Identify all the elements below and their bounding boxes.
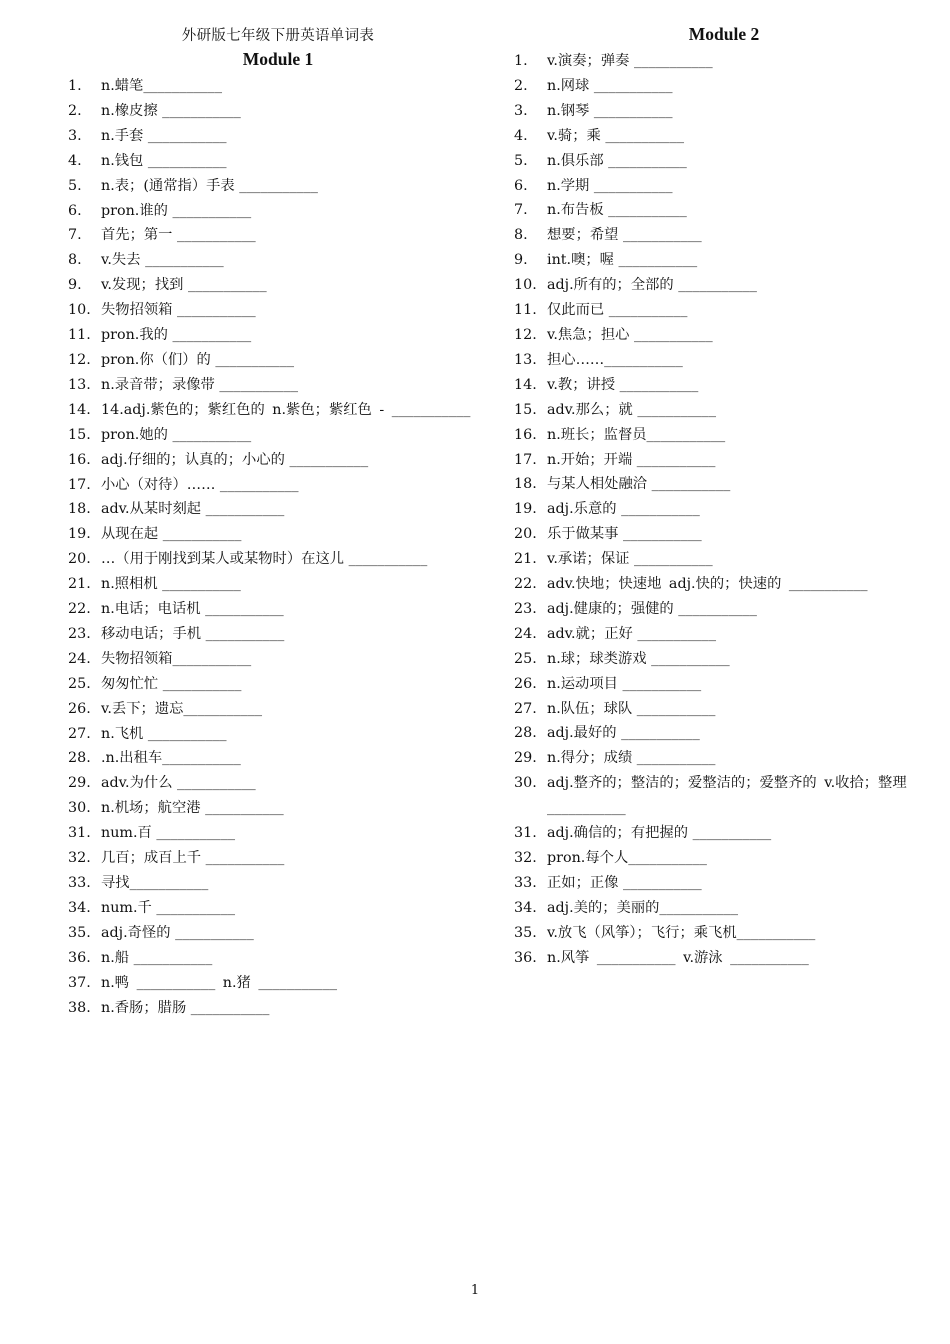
item-text: int.噢；喔 ___________ xyxy=(547,252,698,269)
module2-item xyxy=(514,522,928,547)
module1-item xyxy=(68,697,488,722)
item-number: 4. xyxy=(68,152,82,169)
item-number: 19. xyxy=(514,501,537,518)
item-number: 11. xyxy=(514,302,537,319)
item-text: n.钱包 ___________ xyxy=(101,152,227,169)
item-text: adv.就；正好 ___________ xyxy=(547,625,716,642)
module2-item xyxy=(514,198,928,223)
item-text: n.鸭 ___________ n.猪 ___________ xyxy=(101,974,337,991)
module1-item xyxy=(68,174,488,199)
item-number: 27. xyxy=(68,725,91,742)
module2-item xyxy=(514,472,928,497)
module1-item xyxy=(68,74,488,99)
module1-item xyxy=(68,597,488,622)
module1-item xyxy=(68,746,488,771)
item-number: 26. xyxy=(514,675,537,692)
item-text: 匆匆忙忙 ___________ xyxy=(101,675,242,692)
item-text: pron.每个人___________ xyxy=(547,850,707,866)
module2-item xyxy=(514,647,928,672)
item-text: pron.谁的 ___________ xyxy=(101,202,252,219)
item-number: 14. xyxy=(514,376,537,393)
module1-item xyxy=(68,846,488,871)
item-number: 8. xyxy=(514,227,528,244)
item-number: 36. xyxy=(514,949,537,966)
module1-item xyxy=(68,124,488,149)
item-number: 10. xyxy=(68,302,91,319)
module2-item xyxy=(514,622,928,647)
item-number: 29. xyxy=(68,775,91,792)
item-text: .n.出租车___________ xyxy=(101,750,241,767)
module2-item xyxy=(514,921,928,946)
item-number: 8. xyxy=(68,252,82,269)
item-text: pron.她的 ___________ xyxy=(101,426,252,443)
module1-item xyxy=(68,622,488,647)
item-text: 正如；正像 ___________ xyxy=(547,874,702,891)
item-number: 37. xyxy=(68,974,91,991)
module1-item xyxy=(68,871,488,896)
item-text: adj.最好的 ___________ xyxy=(547,725,700,742)
module2-item xyxy=(514,398,928,423)
item-number: 9. xyxy=(68,277,82,294)
module1-item xyxy=(68,149,488,174)
module2-item xyxy=(514,99,928,124)
item-number: 5. xyxy=(514,152,528,169)
item-text: n.班长；监督员___________ xyxy=(547,426,726,443)
module1-item xyxy=(68,248,488,273)
item-number: 26. xyxy=(68,700,91,717)
item-number: 7. xyxy=(68,227,82,244)
item-text: n.开始；开端 ___________ xyxy=(547,451,716,468)
module1-item xyxy=(68,971,488,996)
item-text: n.表；(通常指）手表 ___________ xyxy=(101,177,318,194)
module1-item xyxy=(68,223,488,248)
module1-item xyxy=(68,996,488,1021)
item-number: 13. xyxy=(68,376,91,393)
item-number: 12. xyxy=(68,351,91,368)
item-text: 担心……___________ xyxy=(547,351,683,368)
item-text: n.队伍；球队 ___________ xyxy=(547,700,716,717)
module2-item xyxy=(514,174,928,199)
module2-item xyxy=(514,323,928,348)
item-number: 5. xyxy=(68,177,82,194)
item-number: 30. xyxy=(514,775,537,792)
item-text: n.网球 ___________ xyxy=(547,77,673,94)
item-text: n.蜡笔___________ xyxy=(101,78,222,94)
item-text: n.船 ___________ xyxy=(101,949,213,966)
module1-item xyxy=(68,946,488,971)
item-number: 18. xyxy=(68,501,91,518)
module2-item xyxy=(514,49,928,74)
module2-item xyxy=(514,821,928,846)
module2-item xyxy=(514,373,928,398)
module2-item xyxy=(514,298,928,323)
item-text: v.丢下；遗忘___________ xyxy=(101,700,263,717)
item-text: n.橡皮擦 ___________ xyxy=(101,102,241,119)
item-number: 38. xyxy=(68,999,91,1016)
item-number: 22. xyxy=(68,601,91,618)
module1-item xyxy=(68,448,488,473)
module2-item xyxy=(514,223,928,248)
module2-item xyxy=(514,746,928,771)
module1-item xyxy=(68,398,488,423)
item-text: adj.健康的；强健的 ___________ xyxy=(547,600,757,617)
module1-item xyxy=(68,921,488,946)
item-number: 32. xyxy=(514,850,537,866)
item-text: v.骑；乘 ___________ xyxy=(547,127,684,144)
item-text: num.百 ___________ xyxy=(101,825,235,842)
module2-item xyxy=(514,149,928,174)
module1-item xyxy=(68,522,488,547)
item-text: adj.奇怪的 ___________ xyxy=(101,924,254,941)
item-text: n.飞机 ___________ xyxy=(101,725,227,742)
module1-item xyxy=(68,298,488,323)
module2-item xyxy=(514,697,928,722)
module1-item xyxy=(68,647,488,672)
item-text: n.球；球类游戏 ___________ xyxy=(547,650,730,667)
item-text: adj.所有的；全部的 ___________ xyxy=(547,277,757,294)
item-text: …（用于刚找到某人或某物时）在这儿 ___________ xyxy=(101,551,428,568)
module1-item xyxy=(68,896,488,921)
item-text: 14.adj.紫色的；紫红色的 n.紫色；紫红色 - ___________ xyxy=(101,401,471,418)
module2-item xyxy=(514,672,928,697)
item-number: 3. xyxy=(68,127,82,144)
item-number: 33. xyxy=(514,874,537,891)
item-text: n.学期 ___________ xyxy=(547,177,673,194)
item-number: 30. xyxy=(68,800,91,817)
item-number: 7. xyxy=(514,202,528,219)
module2-word-list xyxy=(514,49,928,971)
item-number: 22. xyxy=(514,576,537,593)
item-text: 从现在起 ___________ xyxy=(101,526,242,543)
item-text: 小心（对待）…… ___________ xyxy=(101,476,299,493)
item-text: 仅此而已 ___________ xyxy=(547,302,688,319)
item-number: 23. xyxy=(514,600,537,617)
item-number: 31. xyxy=(514,825,537,842)
module1-word-list xyxy=(68,74,488,1020)
item-text: n.香肠；腊肠 ___________ xyxy=(101,999,270,1016)
item-text: v.放飞（风筝）；飞行；乘飞机___________ xyxy=(547,924,816,941)
module2-item xyxy=(514,846,928,871)
module2-item xyxy=(514,448,928,473)
item-text: n.运动项目 ___________ xyxy=(547,675,702,692)
module2-item xyxy=(514,348,928,373)
module1-item xyxy=(68,672,488,697)
item-text: n.机场；航空港 ___________ xyxy=(101,800,284,817)
item-text: adv.为什么 ___________ xyxy=(101,775,256,792)
item-number: 16. xyxy=(514,426,537,443)
module2-item xyxy=(514,771,928,821)
item-text: adj.确信的；有把握的 ___________ xyxy=(547,825,772,842)
item-text: v.发现；找到 ___________ xyxy=(101,277,267,294)
item-number: 15. xyxy=(68,426,91,443)
module2-item xyxy=(514,248,928,273)
item-number: 16. xyxy=(68,451,91,468)
item-number: 12. xyxy=(514,326,537,343)
module1-title: Module 1 xyxy=(242,49,314,69)
module1-item xyxy=(68,547,488,572)
item-number: 34. xyxy=(68,899,91,916)
item-number: 18. xyxy=(514,476,537,493)
item-number: 31. xyxy=(68,825,91,842)
item-number: 14. xyxy=(68,401,91,418)
module1-item xyxy=(68,323,488,348)
item-text: 移动电话；手机 ___________ xyxy=(101,625,285,642)
item-text: v.承诺；保证 ___________ xyxy=(547,551,713,568)
module2-item xyxy=(514,721,928,746)
item-number: 21. xyxy=(68,576,91,593)
item-number: 23. xyxy=(68,625,91,642)
item-number: 24. xyxy=(68,650,91,667)
item-number: 35. xyxy=(514,924,537,941)
item-number: 19. xyxy=(68,526,91,543)
item-number: 24. xyxy=(514,625,537,642)
module1-item xyxy=(68,199,488,224)
item-number: 17. xyxy=(514,451,537,468)
item-text: adv.那么；就 ___________ xyxy=(547,401,716,418)
item-text: 首先；第一 ___________ xyxy=(101,227,256,244)
item-number: 20. xyxy=(68,551,91,568)
page-title: 外研版七年级下册英语单词表 xyxy=(181,28,375,44)
item-text: adv.从某时刻起 ___________ xyxy=(101,501,285,518)
item-number: 1. xyxy=(514,53,528,69)
item-number: 9. xyxy=(514,252,528,269)
item-number: 3. xyxy=(514,102,528,119)
module2-item xyxy=(514,423,928,448)
item-text: 与某人相处融洽 ___________ xyxy=(547,476,731,493)
item-number: 10. xyxy=(514,277,537,294)
item-text: adv.快地；快速地 adj.快的；快速的 ___________ xyxy=(547,576,868,593)
item-number: 25. xyxy=(68,675,91,692)
item-text: 失物招领箱 ___________ xyxy=(101,302,256,319)
page-number: 1 xyxy=(470,1283,480,1298)
module2-item xyxy=(514,124,928,149)
item-text: adj.乐意的 ___________ xyxy=(547,501,700,518)
item-number: 32. xyxy=(68,850,91,867)
module2-item xyxy=(514,273,928,298)
item-number: 28. xyxy=(68,750,91,767)
item-text: n.布告板 ___________ xyxy=(547,202,687,219)
item-text: n.风筝 ___________ v.游泳 ___________ xyxy=(547,949,809,966)
module1-item xyxy=(68,497,488,522)
module1-item xyxy=(68,771,488,796)
module2-item xyxy=(514,74,928,99)
item-number: 20. xyxy=(514,526,537,543)
module2-item xyxy=(514,497,928,522)
module2-item xyxy=(514,871,928,896)
module2-item xyxy=(514,597,928,622)
module1-item xyxy=(68,796,488,821)
module2-item xyxy=(514,896,928,921)
item-text: n.电话；电话机 ___________ xyxy=(101,601,284,618)
item-number: 29. xyxy=(514,750,537,767)
module2-title: Module 2 xyxy=(688,24,760,44)
item-text: n.得分；成绩 ___________ xyxy=(547,750,716,767)
item-text: pron.你（们）的 ___________ xyxy=(101,351,295,368)
item-number: 1. xyxy=(68,78,82,94)
item-text: 几百；成百上千 ___________ xyxy=(101,850,285,867)
module2-item xyxy=(514,946,928,971)
item-text: num.千 ___________ xyxy=(101,899,235,916)
item-text: n.录音带；录像带 ___________ xyxy=(101,376,299,393)
item-text: v.焦急；担心 ___________ xyxy=(547,326,713,343)
item-number: 34. xyxy=(514,899,537,916)
item-number: 35. xyxy=(68,924,91,941)
item-text: 乐于做某事 ___________ xyxy=(547,526,702,543)
item-text: 想要；希望 ___________ xyxy=(547,227,702,244)
item-text: pron.我的 ___________ xyxy=(101,327,252,344)
item-text: n.手套 ___________ xyxy=(101,127,227,144)
module1-item xyxy=(68,99,488,124)
item-number: 2. xyxy=(68,102,82,119)
item-number: 33. xyxy=(68,875,91,891)
item-text: n.俱乐部 ___________ xyxy=(547,152,687,169)
item-text: n.钢琴 ___________ xyxy=(547,102,673,119)
module1-item xyxy=(68,821,488,846)
item-number: 25. xyxy=(514,650,537,667)
item-number: 13. xyxy=(514,351,537,368)
item-number: 4. xyxy=(514,127,528,144)
item-text: v.失去 ___________ xyxy=(101,252,224,269)
item-text: adj.整齐的；整洁的；爱整洁的；爱整齐的 v.收拾；整理 ___________ xyxy=(547,775,907,817)
item-number: 2. xyxy=(514,77,528,94)
item-number: 17. xyxy=(68,476,91,493)
item-number: 21. xyxy=(514,551,537,568)
module2-item xyxy=(514,547,928,572)
item-number: 6. xyxy=(514,177,528,194)
item-text: adj.美的；美丽的___________ xyxy=(547,899,739,916)
item-text: v.演奏；弹奏 ___________ xyxy=(547,53,713,69)
module1-item xyxy=(68,473,488,498)
module1-item xyxy=(68,273,488,298)
item-text: n.照相机 ___________ xyxy=(101,576,241,593)
module1-item xyxy=(68,572,488,597)
item-number: 36. xyxy=(68,949,91,966)
module1-item xyxy=(68,423,488,448)
module1-item xyxy=(68,722,488,747)
item-text: v.教；讲授 ___________ xyxy=(547,376,699,393)
item-number: 27. xyxy=(514,700,537,717)
item-number: 15. xyxy=(514,401,537,418)
item-number: 28. xyxy=(514,725,537,742)
item-number: 6. xyxy=(68,202,82,219)
item-text: adj.仔细的；认真的；小心的 ___________ xyxy=(101,451,369,468)
module2-item xyxy=(514,572,928,597)
module1-item xyxy=(68,373,488,398)
item-number: 11. xyxy=(68,327,91,344)
module1-item xyxy=(68,348,488,373)
item-text: 失物招领箱___________ xyxy=(101,650,252,667)
item-text: 寻找___________ xyxy=(101,875,209,891)
